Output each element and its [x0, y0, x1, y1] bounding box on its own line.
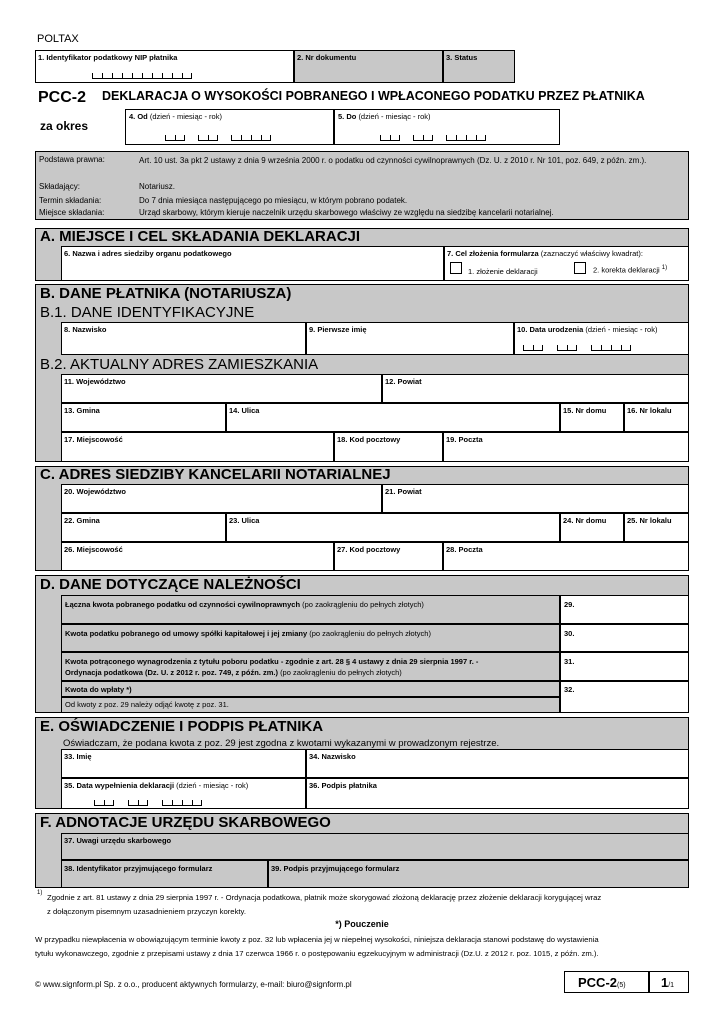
footnote-text-1: Zgodnie z art. 81 ustawy z dnia 29 sierpnia 1997 r. - Ordynacja podatkowa, płatnik może skorygować złożoną deklarację przez złożenie deklaracji korygującej wraz — [47, 893, 602, 902]
section-b1-title: B.1. DANE IDENTYFIKACYJNE — [40, 304, 255, 321]
commune-c-label: 22. Gmina — [64, 516, 100, 525]
doc-number-label: 2. Nr dokumentu — [297, 53, 357, 62]
page-number: 1/1 — [661, 975, 675, 990]
county-b-field[interactable] — [382, 374, 689, 403]
row-31-label-1: Kwota potrąconego wynagrodzenia z tytułu poboru podatku - zgodnie z art. 28 § 4 ustawy z dnia 29 sierpnia 1997 r. - — [65, 657, 479, 666]
county-b-label: 12. Powiat — [385, 377, 422, 386]
period-from-label: 4. Od (dzień - miesiąc - rok) — [129, 112, 222, 121]
house-no-c-label: 24. Nr domu — [563, 516, 607, 525]
street-b-field[interactable] — [226, 403, 560, 432]
termin-label: Termin składania: — [39, 196, 102, 205]
birth-date-ticks-m — [557, 345, 577, 351]
copyright: © www.signform.pl Sp. z o.o., producent aktywnych formularzy, e-mail: biuro@signform.pl — [35, 980, 352, 989]
section-b2-title: B.2. AKTUALNY ADRES ZAMIESZKANIA — [40, 356, 319, 373]
option-submission-label: 1. złożenie deklaracji — [468, 267, 538, 276]
amount-31-label: 31. — [564, 657, 575, 666]
section-a-title: A. MIEJSCE I CEL SKŁADANIA DEKLARACJI — [40, 228, 361, 245]
row-32-desc — [61, 681, 560, 697]
form-code: PCC-2 — [38, 89, 87, 106]
tax-office-notes-label: 37. Uwagi urzędu skarbowego — [64, 836, 172, 845]
form-title: DEKLARACJA O WYSOKOŚCI POBRANEGO I WPŁACONEGO PODATKU PRZEZ PŁATNIKA — [102, 89, 645, 103]
pouczenie-title: *) Pouczenie — [335, 919, 389, 929]
first-name-e-label: 33. Imię — [64, 752, 92, 761]
skladajacy-text: Notariusz. — [139, 182, 176, 191]
period-from-ticks-m — [198, 135, 218, 141]
street-b-label: 14. Ulica — [229, 406, 260, 415]
section-f-title: F. ADNOTACJE URZĘDU SKARBOWEGO — [40, 814, 331, 831]
flat-no-c-label: 25. Nr lokalu — [627, 516, 672, 525]
footnote-sup: 1) — [37, 890, 43, 896]
birth-date-label: 10. Data urodzenia (dzień - miesiąc - rok) — [517, 325, 658, 334]
fill-date-label: 35. Data wypełnienia deklaracji (dzień - miesiąc - rok) — [64, 781, 249, 790]
row-29-label: Łączna kwota pobranego podatku od czynności cywilnoprawnych (po zaokrągleniu do pełnych złotych) — [65, 600, 424, 609]
signature-label: 36. Podpis płatnika — [309, 781, 377, 790]
section-e-title: E. OŚWIADCZENIE I PODPIS PŁATNIKA — [40, 718, 324, 735]
nip-ticks — [92, 73, 192, 79]
podstawa-text: Art. 10 ust. 3a pkt 2 ustawy z dnia 9 września 2000 r. o podatku od czynności cywilnoprawnych (Dz. U. z 2010 r. Nr 101, poz. 649, z późn. zm.). — [139, 156, 647, 165]
row-30-label: Kwota podatku pobranego od umowy spółki kapitałowej i jej zmiany (po zaokrągleniu do pełnych złotych) — [65, 629, 431, 638]
birth-date-ticks-y — [591, 345, 631, 351]
nip-label: 1. Identyfikator podatkowy NIP płatnika — [38, 53, 178, 62]
row-31-label-2: Ordynacja podatkowa (Dz. U. z 2012 r. poz. 749, z późn. zm.) (po zaokrągleniu do pełnych złotych) — [65, 668, 402, 677]
street-c-field[interactable] — [226, 513, 560, 542]
fill-date-ticks — [94, 800, 114, 806]
period-from-ticks-y — [231, 135, 271, 141]
postal-code-b-label: 18. Kod pocztowy — [337, 435, 401, 444]
section-d-title: D. DANE DOTYCZĄCE NALEŻNOŚCI — [40, 576, 301, 593]
first-name-e-field[interactable] — [61, 749, 306, 778]
amount-30-label: 30. — [564, 629, 575, 638]
period-to-ticks-y — [446, 135, 486, 141]
amount-29-label: 29. — [564, 600, 575, 609]
amount-32-label: 32. — [564, 685, 575, 694]
birth-date-ticks — [523, 345, 543, 351]
postal-code-c-label: 27. Kod pocztowy — [337, 545, 401, 554]
row-32-label: Kwota do wpłaty *) — [65, 685, 132, 694]
surname-e-field[interactable] — [306, 749, 689, 778]
fill-date-ticks-y — [162, 800, 202, 806]
option-submission-checkbox[interactable] — [450, 262, 462, 274]
receiver-id-label: 38. Identyfikator przyjmującego formularz — [64, 864, 213, 873]
county-c-field[interactable] — [382, 484, 689, 513]
footnote-text-2: z dołączonym pisemnym uzasadnieniem przyczyn korekty. — [47, 907, 246, 916]
pouczenie-text-1: W przypadku niewpłacenia w obowiązującym terminie kwoty z poz. 32 lub wpłacenia jej w niepełnej wysokości, niniejsza deklaracja stanowi podstawę do wystawienia — [35, 935, 599, 944]
locality-c-label: 26. Miejscowość — [64, 545, 123, 554]
period-to-ticks — [380, 135, 400, 141]
surname-label: 8. Nazwisko — [64, 325, 107, 334]
tax-office-label: 6. Nazwa i adres siedziby organu podatkowego — [64, 249, 232, 258]
amount-31-field[interactable] — [560, 652, 689, 681]
receiver-signature-label: 39. Podpis przyjmującego formularz — [271, 864, 400, 873]
county-c-label: 21. Powiat — [385, 487, 422, 496]
commune-b-label: 13. Gmina — [64, 406, 100, 415]
post-office-c-label: 28. Poczta — [446, 545, 483, 554]
row-32-note-text: Od kwoty z poz. 29 należy odjąć kwotę z poz. 31. — [65, 700, 229, 709]
status-label: 3. Status — [446, 53, 478, 62]
podstawa-label: Podstawa prawna: — [39, 155, 105, 164]
period-to-ticks-m — [413, 135, 433, 141]
poltax-label: POLTAX — [37, 33, 79, 45]
period-to-label: 5. Do (dzień - miesiąc - rok) — [338, 112, 431, 121]
post-office-b-label: 19. Poczta — [446, 435, 483, 444]
za-okres-label: za okres — [40, 119, 89, 133]
pouczenie-text-2: tytułu wykonawczego, zgodnie z przepisami ustawy z dnia 17 czerwca 1966 r. o postępowaniu egzekucyjnym w administracji (Dz.U. z 2012 r. poz. 1015, z późn. zm.). — [35, 949, 599, 958]
flat-no-b-label: 16. Nr lokalu — [627, 406, 672, 415]
miejsce-label: Miejsce składania: — [39, 208, 105, 217]
voivodeship-c-label: 20. Województwo — [64, 487, 126, 496]
termin-text: Do 7 dnia miesiąca następującego po miesiącu, w którym pobrano podatek. — [139, 196, 408, 205]
skladajacy-label: Składający: — [39, 182, 80, 191]
fill-date-ticks-m — [128, 800, 148, 806]
statement-text: Oświadczam, że podana kwota z poz. 29 jest zgodna z kwotami wykazanymi w prowadzonym rejestrze. — [63, 738, 500, 749]
amount-30-field[interactable] — [560, 624, 689, 652]
period-from-ticks — [165, 135, 185, 141]
purpose-label: 7. Cel złożenia formularza (zaznaczyć właściwy kwadrat): — [447, 249, 643, 258]
surname-e-label: 34. Nazwisko — [309, 752, 356, 761]
amount-32-field[interactable] — [560, 681, 689, 713]
first-name-label: 9. Pierwsze imię — [309, 325, 367, 334]
option-correction-checkbox[interactable] — [574, 262, 586, 274]
section-b-title: B. DANE PŁATNIKA (NOTARIUSZA) — [40, 285, 292, 302]
miejsce-text: Urząd skarbowy, którym kieruje naczelnik urzędu skarbowego właściwy ze względu na siedzibę kancelarii notarialnej. — [139, 208, 554, 217]
locality-b-label: 17. Miejscowość — [64, 435, 123, 444]
street-c-label: 23. Ulica — [229, 516, 260, 525]
house-no-b-label: 15. Nr domu — [563, 406, 607, 415]
amount-29-field[interactable] — [560, 595, 689, 624]
option-correction-label: 2. korekta deklaracji $^{1)}$ — [593, 265, 668, 275]
form-code-bottom: PCC-2(5) — [578, 975, 626, 990]
voivodeship-b-label: 11. Województwo — [64, 377, 126, 386]
section-c-title: C. ADRES SIEDZIBY KANCELARII NOTARIALNEJ — [40, 466, 391, 483]
